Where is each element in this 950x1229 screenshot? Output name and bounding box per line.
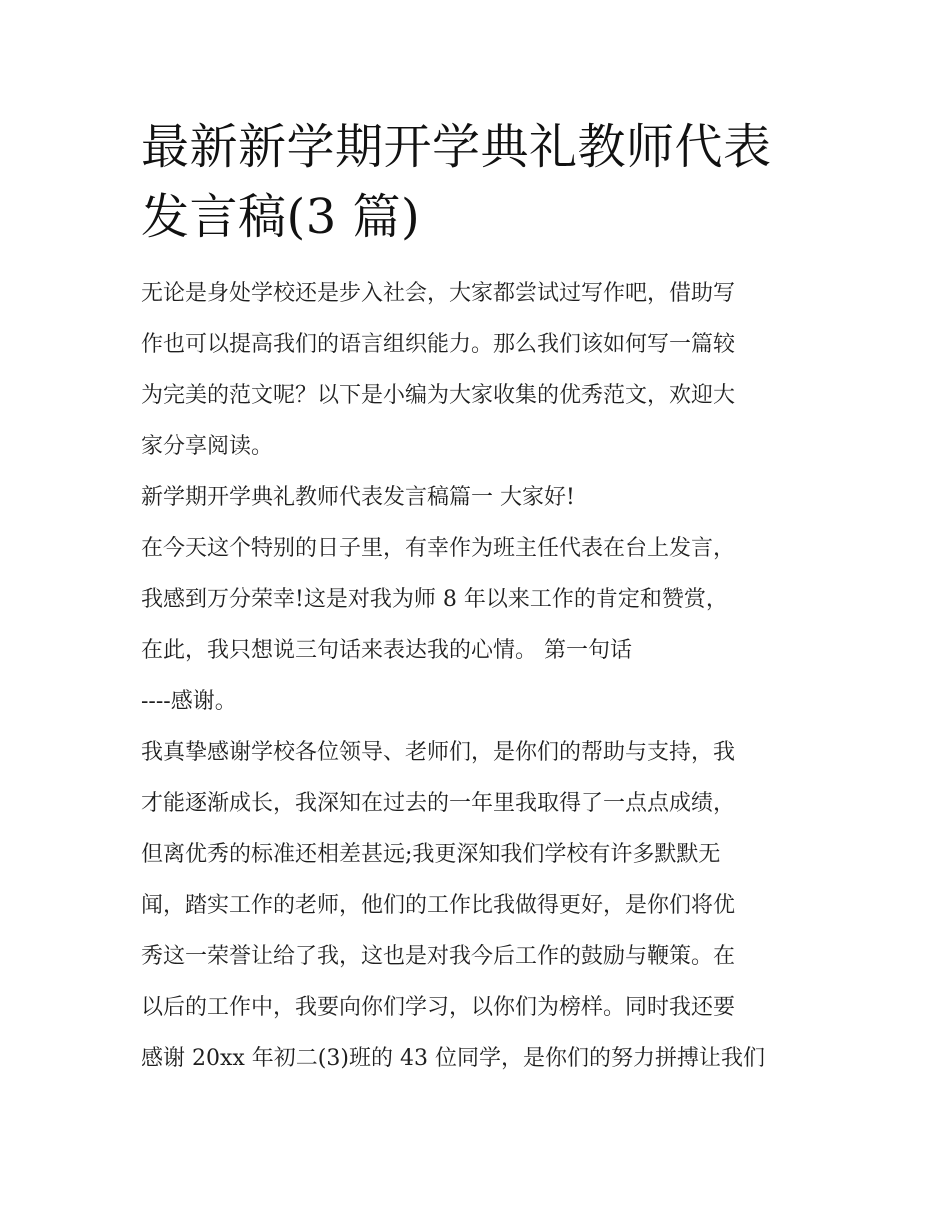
text-line: 感谢 20xx 年初二(3)班的 43 位同学，是你们的努力拼搏让我们	[141, 1046, 765, 1071]
document-content	[141, 112, 813, 1084]
text-line: 在此，我只想说三句话来表达我的心情。 第一句话	[141, 638, 632, 663]
text-line: 为完美的范文呢？以下是小编为大家收集的优秀范文，欢迎大	[141, 383, 736, 408]
text-line: 新学期开学典礼教师代表发言稿篇一 大家好!	[141, 485, 575, 510]
text-line: 我感到万分荣幸!这是对我为师 8 年以来工作的肯定和赞赏，	[141, 587, 728, 612]
paragraph-thanks	[141, 727, 813, 1084]
text-line: 家分享阅读。	[141, 434, 274, 459]
document-title	[141, 112, 813, 252]
document-body	[141, 268, 813, 1084]
text-line: 闻，踏实工作的老师，他们的工作比我做得更好，是你们将优	[141, 893, 736, 918]
text-line: 我真挚感谢学校各位领导、老师们，是你们的帮助与支持，我	[141, 740, 736, 765]
text-line: 无论是身处学校还是步入社会，大家都尝试过写作吧，借助写	[141, 281, 736, 306]
text-line: ----感谢。	[141, 689, 237, 714]
text-line: 以后的工作中，我要向你们学习，以你们为榜样。同时我还要	[141, 995, 736, 1020]
text-line: 作也可以提高我们的语言组织能力。那么我们该如何写一篇较	[141, 332, 736, 357]
title-line-2: 发言稿(3 篇)	[141, 189, 421, 245]
text-line: 在今天这个特别的日子里，有幸作为班主任代表在台上发言，	[141, 536, 736, 561]
paragraph-intro	[141, 268, 813, 472]
title-line-1: 最新新学期开学典礼教师代表	[141, 119, 772, 175]
text-line: 秀这一荣誉让给了我，这也是对我今后工作的鼓励与鞭策。在	[141, 944, 736, 969]
text-line: 才能逐渐成长，我深知在过去的一年里我取得了一点点成绩，	[141, 791, 736, 816]
paragraph-section-heading	[141, 472, 813, 523]
paragraph-opening	[141, 523, 813, 727]
text-line: 但离优秀的标准还相差甚远;我更深知我们学校有许多默默无	[141, 842, 721, 867]
